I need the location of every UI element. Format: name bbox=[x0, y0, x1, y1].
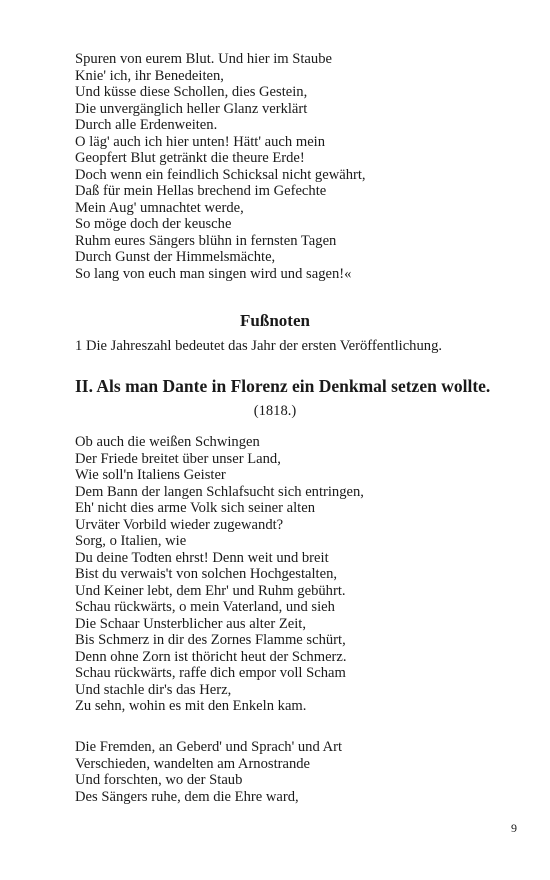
verse-line: Schau rückwärts, raffe dich empor voll Scham bbox=[75, 665, 346, 681]
verse-line: Schau rückwärts, o mein Vaterland, und sieh bbox=[75, 599, 335, 615]
verse-line: Bist du verwais't von solchen Hochgestalten, bbox=[75, 566, 338, 582]
verse-line: Und küsse diese Schollen, dies Gestein, bbox=[75, 84, 308, 100]
verse-line: Und Keiner lebt, dem Ehr' und Ruhm gebührt. bbox=[75, 582, 346, 599]
poem-stanza-second bbox=[75, 739, 515, 805]
verse-line: Der Friede breitet über unser Land, bbox=[75, 450, 281, 467]
verse-line: Daß für mein Hellas brechend im Gefechte bbox=[75, 183, 327, 199]
verse-line: Denn ohne Zorn ist thöricht heut der Schmerz. bbox=[75, 648, 347, 665]
verse-line: Knie' ich, ihr Benedeiten, bbox=[75, 67, 224, 84]
verse-line: Sorg, o Italien, wie bbox=[75, 533, 187, 549]
verse-line: Und forschten, wo der Staub bbox=[75, 772, 243, 788]
verse-line: Durch alle Erdenweiten. bbox=[75, 117, 218, 133]
verse-line: Und stachle dir's das Herz, bbox=[75, 681, 232, 698]
poem-stanza-continued bbox=[75, 51, 515, 282]
verse-line: Die unvergänglich heller Glanz verklärt bbox=[75, 100, 308, 117]
verse-line: Verschieden, wandelten am Arnostrande bbox=[75, 755, 311, 772]
verse-line: Eh' nicht dies arme Volk sich seiner alten bbox=[75, 500, 315, 516]
verse-line: Ruhm eures Sängers blühn in fernsten Tagen bbox=[75, 232, 337, 249]
verse-line: Mein Aug' umnachtet werde, bbox=[75, 199, 244, 216]
verse-line: Ob auch die weißen Schwingen bbox=[75, 434, 260, 450]
page-number: 9 bbox=[511, 821, 517, 835]
verse-line: Die Schaar Unsterblicher aus alter Zeit, bbox=[75, 615, 306, 632]
verse-line: Des Sängers ruhe, dem die Ehre ward, bbox=[75, 788, 299, 805]
verse-line: So möge doch der keusche bbox=[75, 216, 232, 232]
verse-line: Bis Schmerz in dir des Zornes Flamme schürt, bbox=[75, 632, 346, 648]
verse-line: Durch Gunst der Himmelsmächte, bbox=[75, 249, 276, 265]
verse-line: Dem Bann der langen Schlafsucht sich entringen, bbox=[75, 483, 364, 500]
verse-line: Geopfert Blut getränkt die theure Erde! bbox=[75, 150, 305, 166]
verse-line: Doch wenn ein feindlich Schicksal nicht gewährt, bbox=[75, 166, 366, 183]
verse-line: So lang von euch man singen wird und sagen!« bbox=[75, 265, 352, 282]
verse-line: Zu sehn, wohin es mit den Enkeln kam. bbox=[75, 698, 307, 714]
verse-line: Wie soll'n Italiens Geister bbox=[75, 467, 226, 483]
poem-title: II. Als man Dante in Florenz ein Denkmal setzen wollte. bbox=[75, 376, 491, 396]
footnote-text: 1 Die Jahreszahl bedeutet das Jahr der ersten Veröffentlichung. bbox=[75, 338, 443, 354]
verse-line: Du deine Todten ehrst! Denn weit und breit bbox=[75, 549, 329, 566]
footnotes-heading: Fußnoten bbox=[240, 311, 310, 330]
poem-stanza-first bbox=[75, 434, 515, 715]
verse-line: Die Fremden, an Geberd' und Sprach' und Art bbox=[75, 739, 343, 755]
poem-year: (1818.) bbox=[253, 403, 297, 419]
verse-line: Spuren von eurem Blut. Und hier im Staube bbox=[75, 51, 332, 67]
verse-line: Urväter Vorbild wieder zugewandt? bbox=[75, 516, 284, 533]
verse-line: O läg' auch ich hier unten! Hätt' auch mein bbox=[75, 133, 326, 150]
